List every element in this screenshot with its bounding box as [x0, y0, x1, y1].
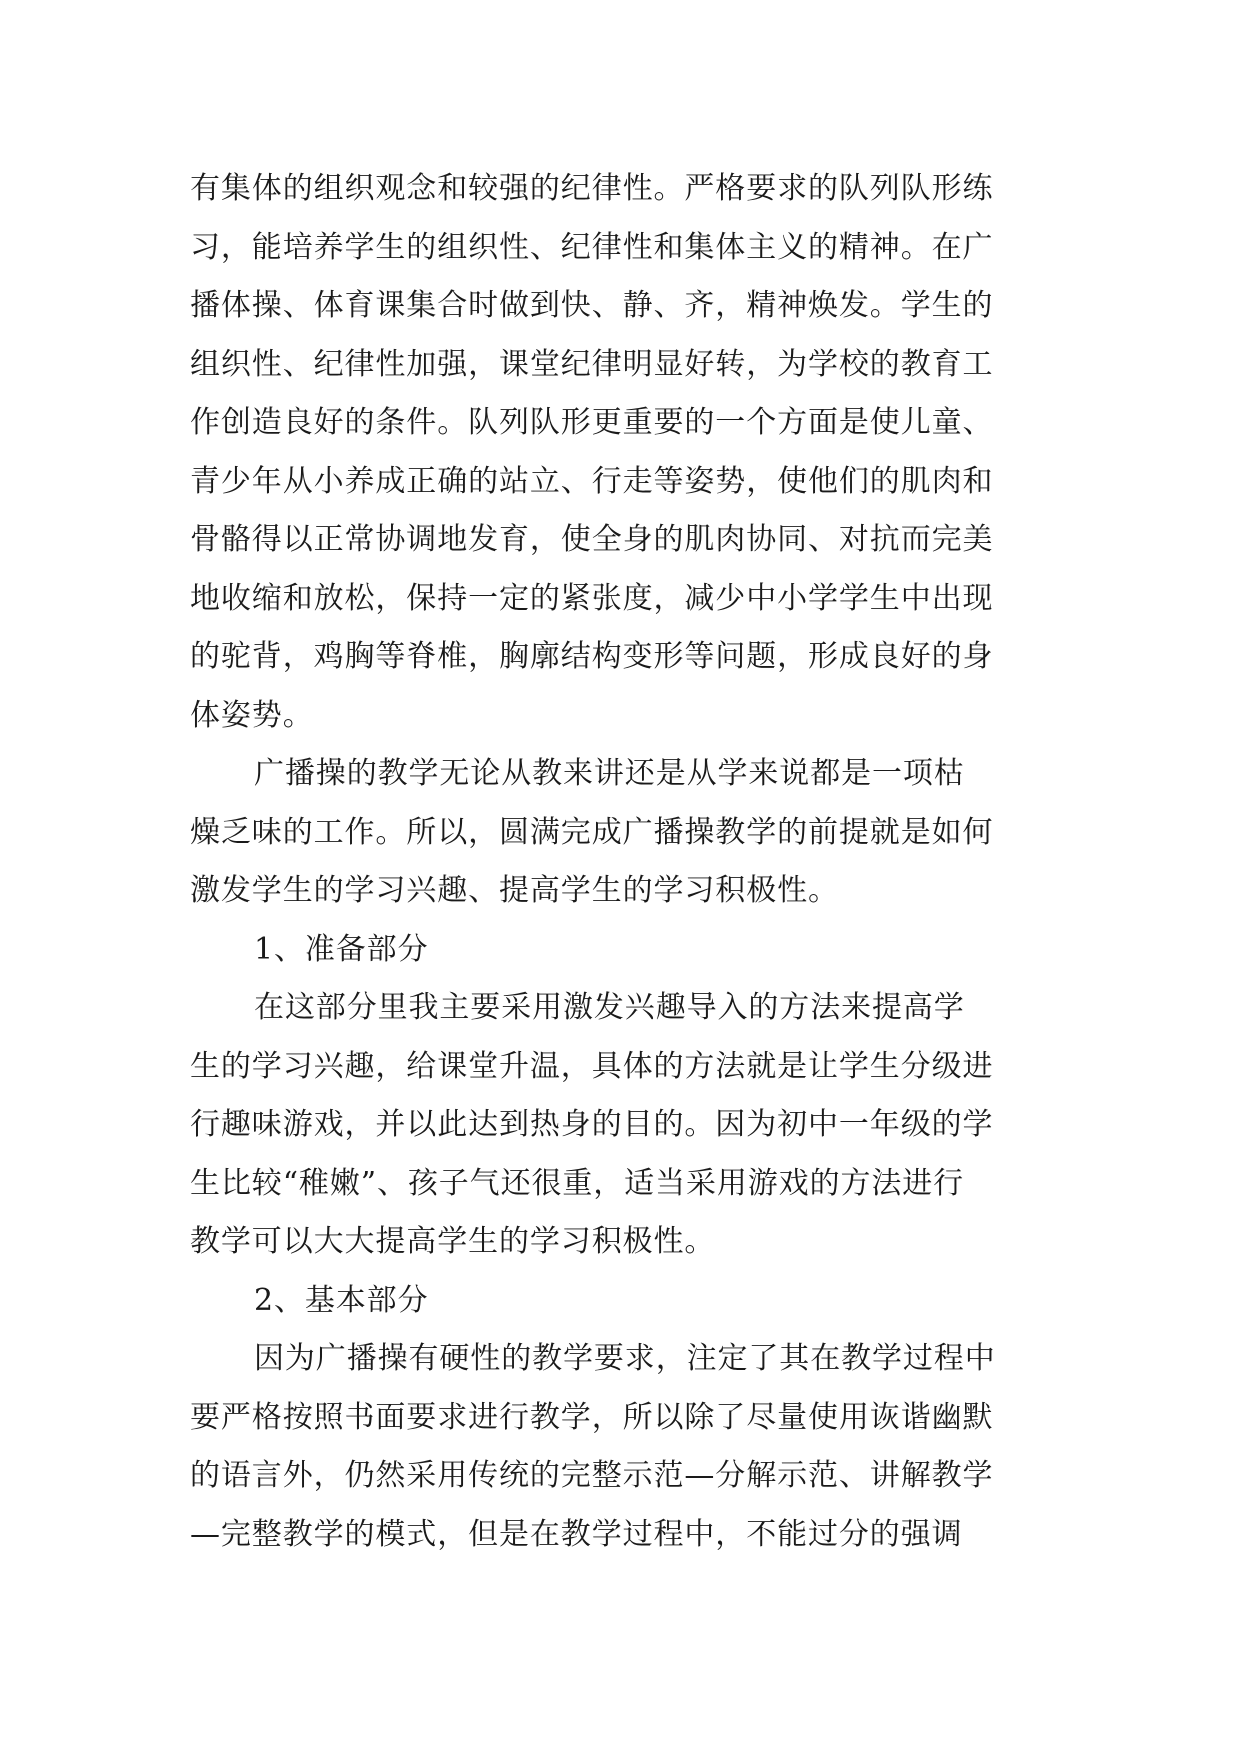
text-line: 体姿势。	[190, 697, 314, 733]
text-line: 生的学习兴趣，给课堂升温，具体的方法就是让学生分级进	[190, 1048, 994, 1084]
text-line: 作创造良好的条件。队列队形更重要的一个方面是使儿童、	[190, 405, 994, 440]
text-line: 要严格按照书面要求进行教学，所以除了尽量使用诙谐幽默	[190, 1399, 994, 1435]
text-line: 习，能培养学生的组织性、纪律性和集体主义的精神。在广	[190, 229, 994, 265]
text-line: 骨骼得以正常协调地发育，使全身的肌肉协同、对抗而完美	[190, 522, 994, 557]
text-line: 生比较“稚嫩”、孩子气还很重，适当采用游戏的方法进行	[190, 1165, 965, 1201]
paragraph-first-line: 1、准备部分	[254, 931, 429, 967]
text-line: 行趣味游戏，并以此达到热身的目的。因为初中一年级的学	[190, 1107, 994, 1142]
paragraph-first-line: 因为广播操有硬性的教学要求，注定了其在教学过程中	[254, 1341, 996, 1376]
text-line: 激发学生的学习兴趣、提高学生的学习积极性。	[190, 873, 839, 908]
text-line: 青少年从小养成正确的站立、行走等姿势，使他们的肌肉和	[190, 463, 994, 499]
text-line: 的语言外，仍然采用传统的完整示范—分解示范、讲解教学	[190, 1458, 994, 1493]
text-line: —完整教学的模式，但是在教学过程中，不能过分的强调	[190, 1516, 963, 1552]
paragraph-first-line: 广播操的教学无论从教来讲还是从学来说都是一项枯	[254, 756, 965, 791]
document-body	[190, 160, 1050, 1564]
text-line: 组织性、纪律性加强，课堂纪律明显好转，为学校的教育工	[190, 346, 994, 382]
paragraph-first-line: 2、基本部分	[254, 1282, 429, 1318]
paragraph-first-line: 在这部分里我主要采用激发兴趣导入的方法来提高学	[254, 990, 965, 1025]
text-line: 教学可以大大提高学生的学习积极性。	[190, 1224, 716, 1259]
text-line: 有集体的组织观念和较强的纪律性。严格要求的队列队形练	[190, 171, 994, 206]
text-line: 地收缩和放松，保持一定的紧张度，减少中小学学生中出现	[190, 580, 994, 616]
text-line: 播体操、体育课集合时做到快、静、齐，精神焕发。学生的	[190, 288, 994, 323]
text-line: 燥乏味的工作。所以，圆满完成广播操教学的前提就是如何	[190, 814, 994, 850]
text-line: 的驼背，鸡胸等脊椎，胸廓结构变形等问题，形成良好的身	[190, 639, 994, 674]
